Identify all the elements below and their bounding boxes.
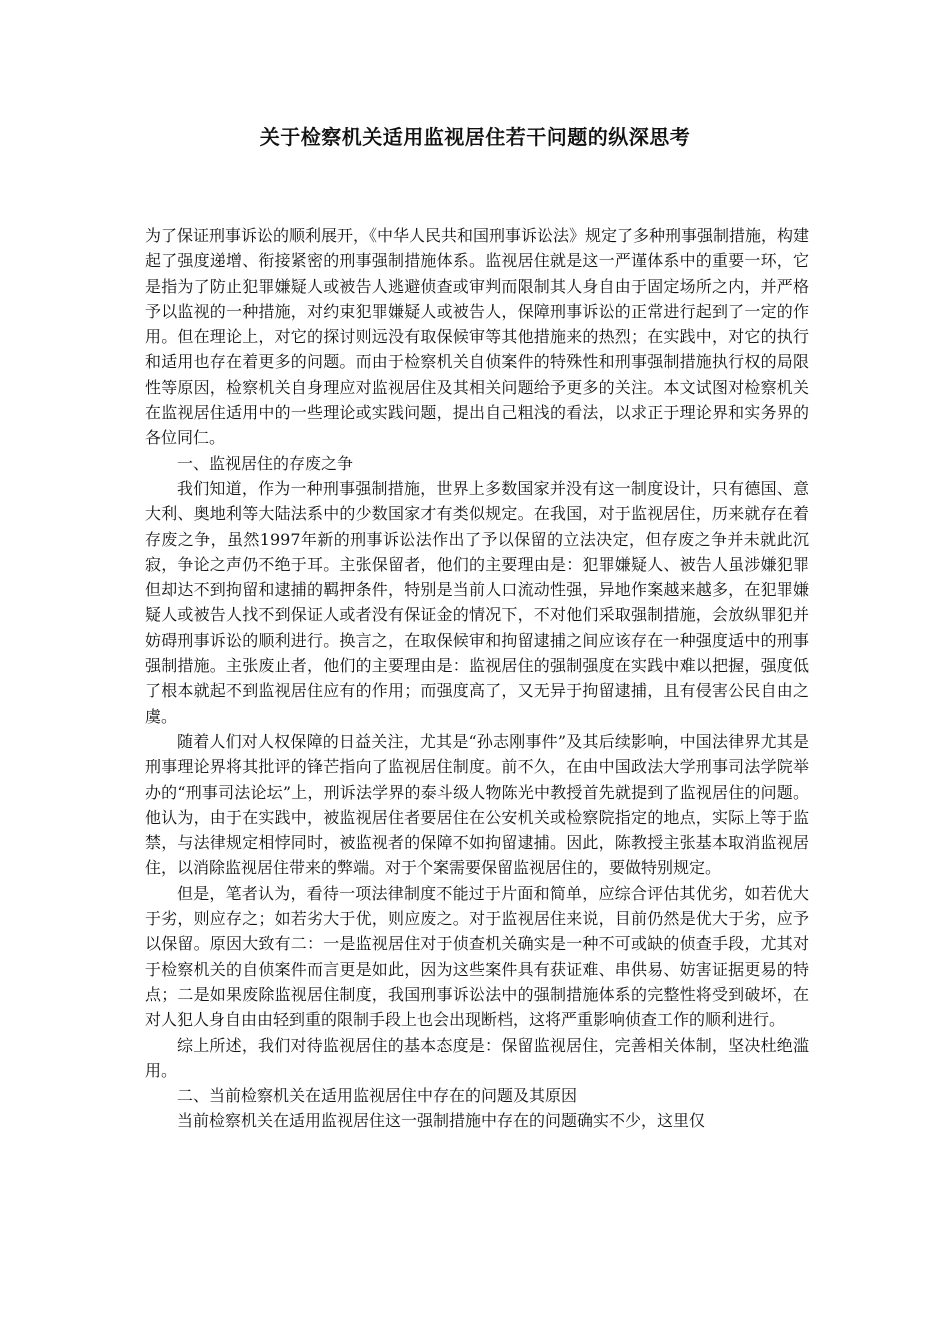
paragraph: 当前检察机关在适用监视居住这一强制措施中存在的问题确实不少，这里仅: [177, 1111, 706, 1131]
document-body: [145, 223, 809, 1134]
paragraph-intro: 为了保证刑事诉讼的顺利展开，《中华人民共和国刑事诉讼法》规定了多种刑事强制措施，构建起了强度递增、衔接紧密的刑事强制措施体系。监视居住就是这一严谨体系中的重要一环，它是指为了防止犯罪嫌疑人或被告人逃避侦查或审判而限制其人身自由于固定场所之内，并严格予以监视的一种措施，对约束犯罪嫌疑人或被告人，保障刑事诉讼的正常进行起到了一定的作用。但在理论上，对它的探讨则远没有取保候审等其他措施来的热烈；在实践中，对它的执行和适用也存在着更多的问题。而由于检察机关自侦案件的特殊性和刑事强制措施执行权的局限性等原因，检察机关自身理应对监视居住及其相关问题给予更多的关注。本文试图对检察机关在监视居住适用中的一些理论或实践问题，提出自己粗浅的看法，以求正于理论界和实务界的各位同仁。: [145, 226, 810, 448]
document-title: 关于检察机关适用监视居住若干问题的纵深思考: [259, 125, 691, 149]
paragraph: 随着人们对人权保障的日益关注，尤其是“孙志刚事件”及其后续影响，中国法律界尤其是刑事理论界将其批评的锋芒指向了监视居住制度。前不久，在由中国政法大学刑事司法学院举办的“刑事司法论坛”上，刑诉法学界的泰斗级人物陈光中教授首先就提到了监视居住的问题。他认为，由于在实践中，被监视居住者要居住在公安机关或检察院指定的地点，实际上等于监禁，与法律规定相悖同时，被监视者的保障不如拘留逮捕。因此，陈教授主张基本取消监视居住，以消除监视居住带来的弊端。对于个案需要保留监视居住的，要做特别规定。: [145, 731, 809, 878]
paragraph: 我们知道，作为一种刑事强制措施，世界上多数国家并没有这一制度设计，只有德国、意大利、奥地利等大陆法系中的少数国家才有类似规定。在我国，对于监视居住，历来就存在着存废之争，虽然1997年新的刑事诉讼法作出了予以保留的立法决定，但存废之争并未就此沉寂，争论之声仍不绝于耳。主张保留者，他们的主要理由是：犯罪嫌疑人、被告人虽涉嫌犯罪但却达不到拘留和逮捕的羁押条件，特别是当前人口流动性强，异地作案越来越多，在犯罪嫌疑人或被告人找不到保证人或者没有保证金的情况下，不对他们采取强制措施，会放纵罪犯并妨碍刑事诉讼的顺利进行。换言之，在取保候审和拘留逮捕之间应该存在一种强度适中的刑事强制措施。主张废止者，他们的主要理由是：监视居住的强制强度在实践中难以把握，强度低了根本就起不到监视居住应有的作用；而强度高了，又无异于拘留逮捕，且有侵害公民自由之虞。: [145, 478, 809, 726]
section-heading-1: 一、监视居住的存废之争: [177, 453, 354, 473]
paragraph: 但是，笔者认为，看待一项法律制度不能过于片面和简单，应综合评估其优劣，如若优大于劣，则应存之；如若劣大于优，则应废之。对于监视居住来说，目前仍然是优大于劣，应予以保留。原因大致有二：一是监视居住对于侦查机关确实是一种不可或缺的侦查手段，尤其对于检察机关的自侦案件而言更是如此，因为这些案件具有获证难、串供易、妨害证据更易的特点；二是如果废除监视居住制度，我国刑事诉讼法中的强制措施体系的完整性将受到破坏，在对人犯人身自由由轻到重的限制手段上也会出现断档，这将严重影响侦查工作的顺利进行。: [145, 883, 809, 1030]
section-heading-2: 二、当前检察机关在适用监视居住中存在的问题及其原因: [177, 1086, 578, 1106]
paragraph: 综上所述，我们对待监视居住的基本态度是：保留监视居住，完善相关体制，坚决杜绝滥用。: [145, 1035, 809, 1080]
